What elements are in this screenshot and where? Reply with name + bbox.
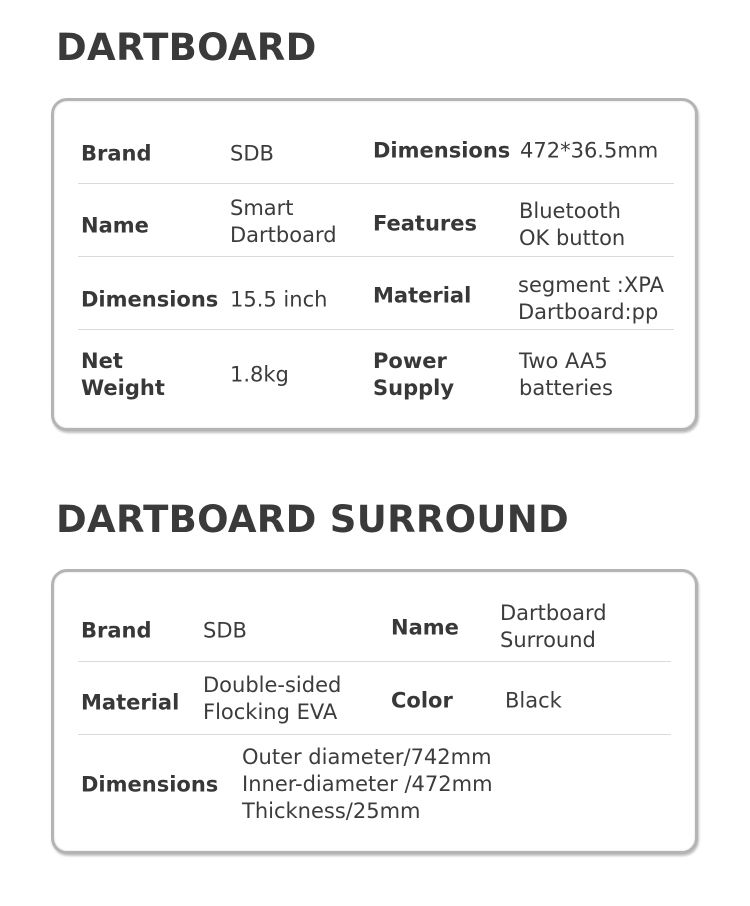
label-color: Color	[391, 688, 453, 713]
value-name: Smart Dartboard	[230, 196, 337, 247]
row-divider	[78, 256, 674, 257]
label-features: Features	[373, 211, 477, 236]
label-material: Material	[373, 283, 472, 308]
row-divider	[78, 329, 674, 330]
label-name: Name	[391, 615, 459, 640]
value-features: Bluetooth OK button	[519, 199, 626, 250]
surround-title: DARTBOARD SURROUND	[56, 498, 570, 541]
row-divider	[78, 734, 671, 735]
value-material: segment :XPA Dartboard:pp	[518, 273, 664, 324]
row-divider	[78, 661, 671, 662]
label-name: Name	[81, 213, 149, 238]
value-brand: SDB	[230, 141, 274, 166]
dartboard-spec-card	[51, 98, 698, 431]
dartboard-title: DARTBOARD	[56, 26, 317, 69]
value-dimensions-left: 15.5 inch	[230, 287, 328, 312]
label-dimensions: Dimensions	[81, 772, 219, 797]
value-net-weight: 1.8kg	[230, 362, 289, 387]
label-dimensions-left: Dimensions	[81, 287, 219, 312]
label-material: Material	[81, 690, 180, 715]
row-divider	[78, 183, 674, 184]
value-color: Black	[505, 688, 562, 713]
value-name: Dartboard Surround	[500, 601, 607, 652]
value-material: Double-sided Flocking EVA	[203, 673, 342, 724]
value-dimensions: 472*36.5mm	[520, 138, 659, 163]
value-power-supply: Two AA5 batteries	[519, 349, 613, 400]
value-brand: SDB	[203, 618, 247, 643]
label-brand: Brand	[81, 141, 152, 166]
label-brand: Brand	[81, 618, 152, 643]
surround-spec-card	[51, 569, 698, 854]
label-dimensions: Dimensions	[373, 138, 511, 163]
label-net-weight: Net Weight	[81, 349, 165, 400]
value-dimensions: Outer diameter/742mm Inner-diameter /472mm Thickness/25mm	[242, 745, 493, 823]
label-power-supply: Power Supply	[373, 349, 455, 400]
